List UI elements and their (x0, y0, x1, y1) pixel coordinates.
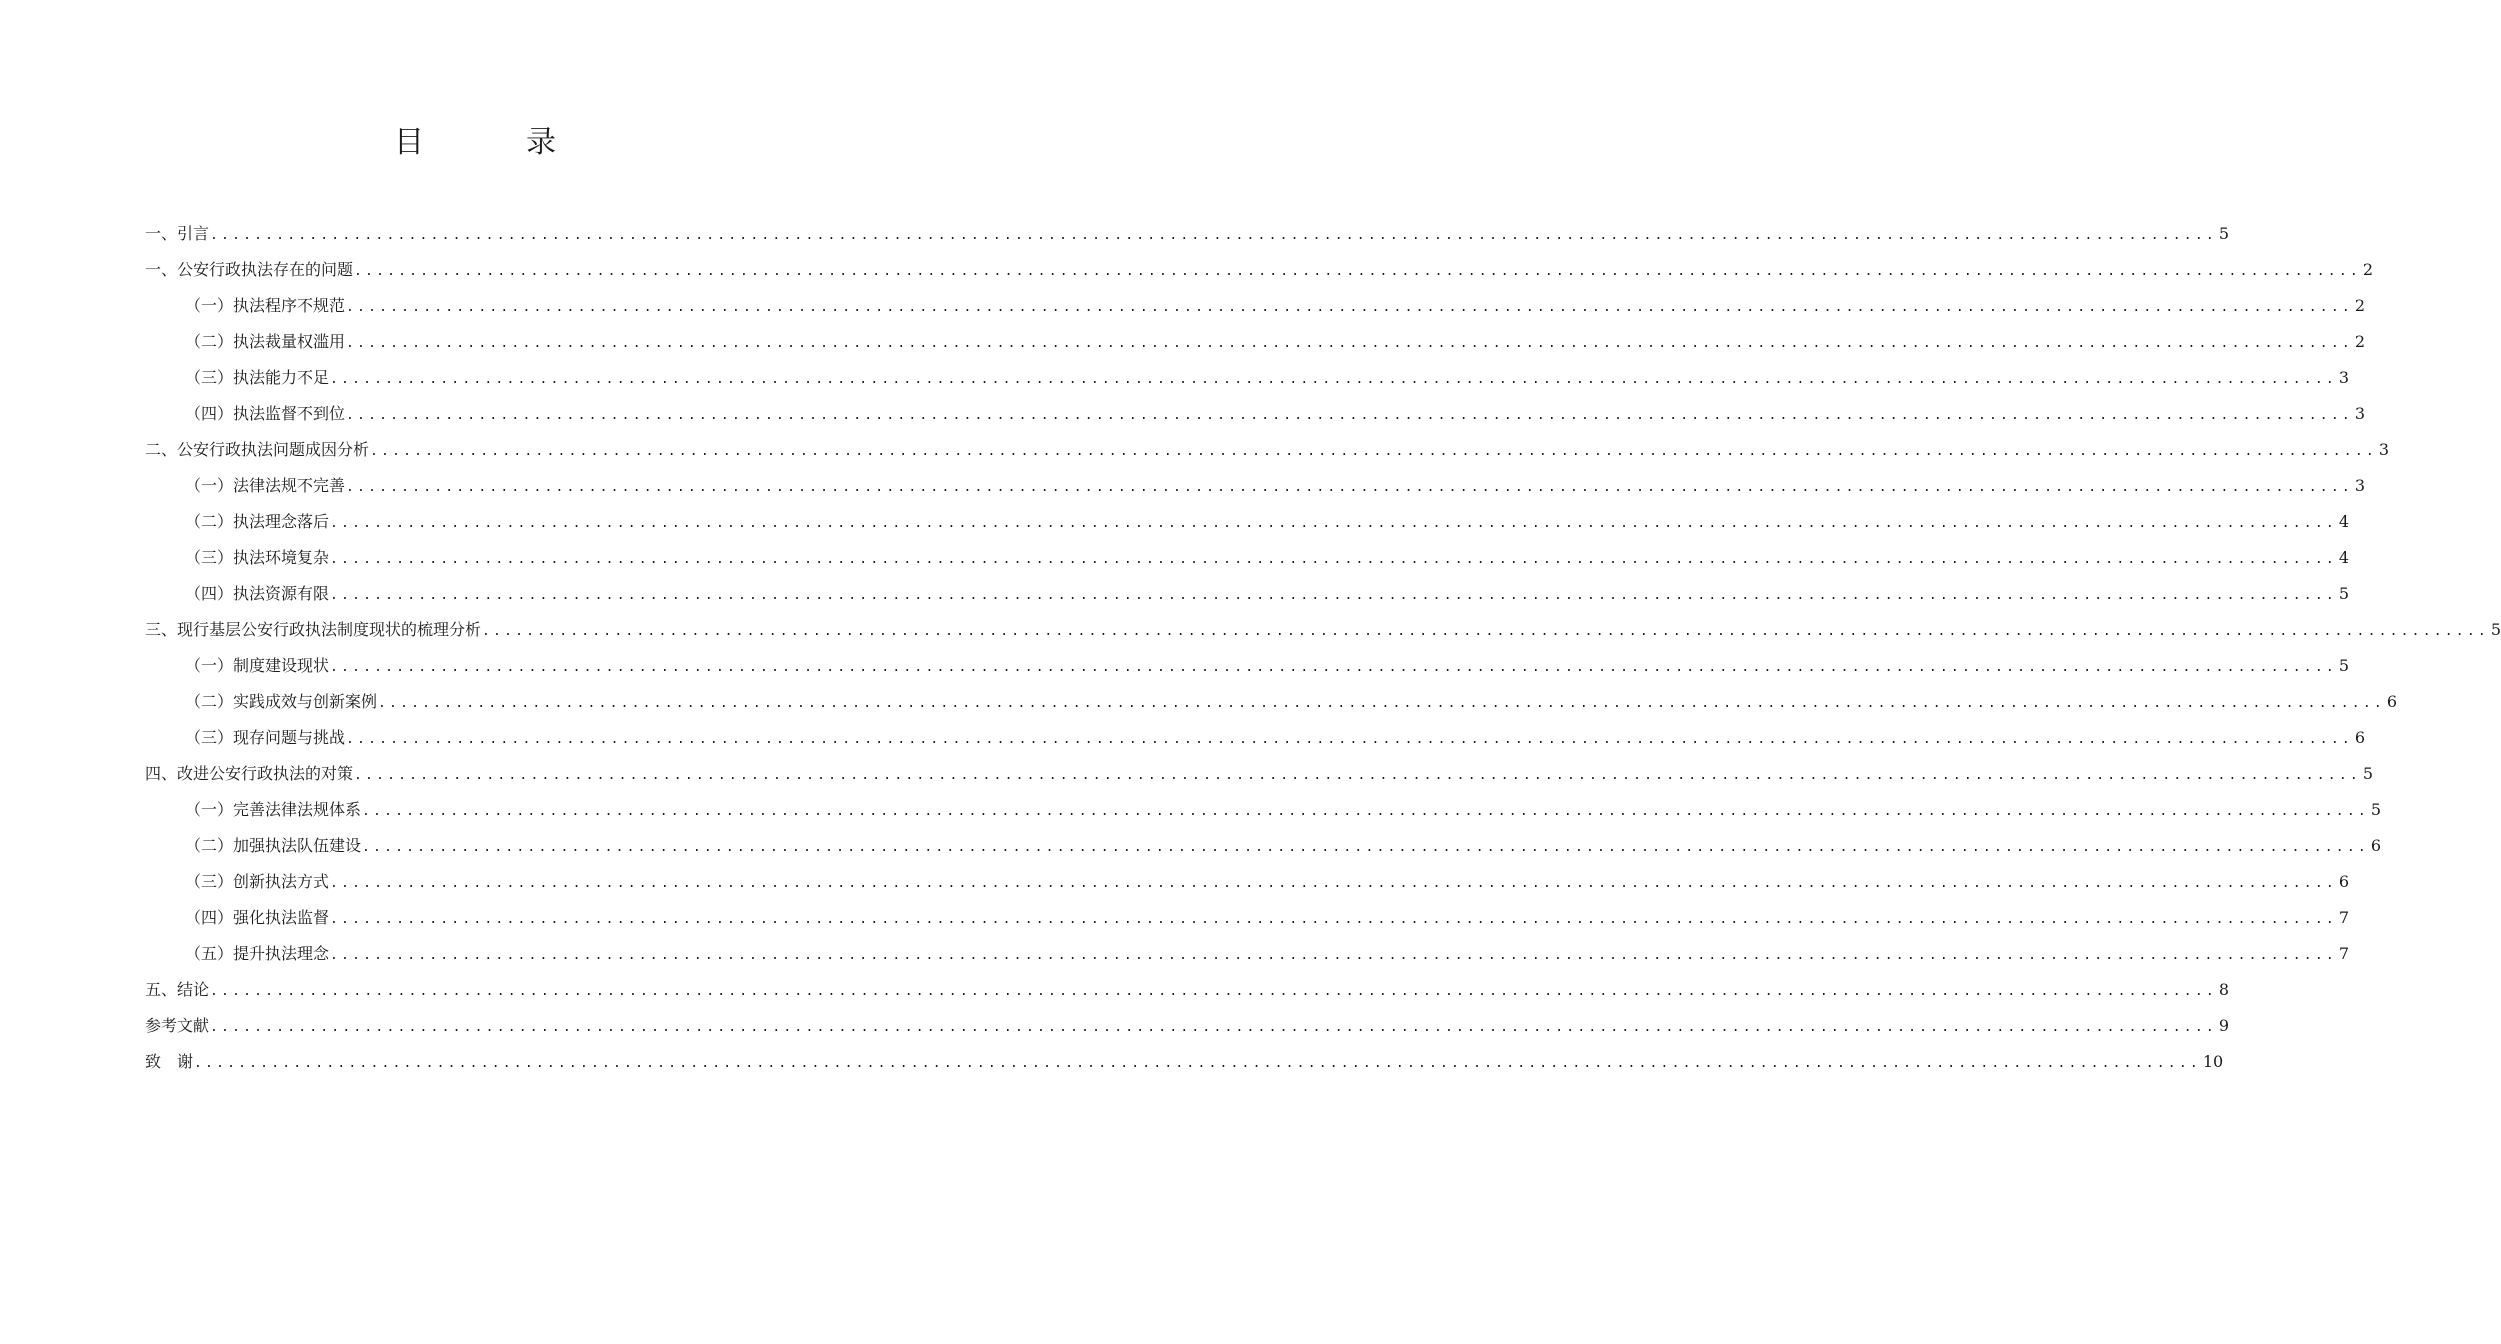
toc-page-number: 3 (2354, 404, 2366, 423)
toc-entry[interactable] (145, 972, 2230, 1008)
toc-entry[interactable] (145, 396, 2366, 432)
toc-entry[interactable] (145, 612, 2501, 648)
toc-page-number: 3 (2354, 476, 2366, 495)
toc-leader-dots: ...................................................................................................................................................................................... (330, 588, 2337, 603)
toc-entry-title: （一）制度建设现状 (185, 656, 330, 675)
toc-leader-dots: ...................................................................................................................................................................................... (330, 876, 2337, 891)
toc-leader-dots: ...................................................................................................................................................................................... (194, 1056, 2201, 1071)
toc-leader-dots: ...................................................................................................................................................................................... (370, 444, 2377, 459)
toc-leader-dots: ...................................................................................................................................................................................... (482, 624, 2489, 639)
toc-leader-dots: ...................................................................................................................................................................................... (346, 408, 2353, 423)
toc-entry-title: （一）执法程序不规范 (185, 296, 346, 315)
toc-page-number: 7 (2338, 944, 2350, 963)
toc-entry[interactable] (145, 828, 2382, 864)
toc-entry[interactable] (145, 1008, 2230, 1044)
toc-entry[interactable] (145, 324, 2366, 360)
toc-entry-title: （二）执法理念落后 (185, 512, 330, 531)
toc-leader-dots: ...................................................................................................................................................................................... (210, 228, 2217, 243)
toc-entry[interactable] (145, 432, 2390, 468)
toc-entry-title: （三）执法能力不足 (185, 368, 330, 387)
toc-leader-dots: ...................................................................................................................................................................................... (210, 984, 2217, 999)
toc-leader-dots: ...................................................................................................................................................................................... (354, 264, 2361, 279)
toc-page-number: 6 (2386, 692, 2398, 711)
toc-entry[interactable] (145, 756, 2374, 792)
toc-entry[interactable] (145, 504, 2350, 540)
toc-entry[interactable] (145, 720, 2366, 756)
toc-page-number: 2 (2354, 332, 2366, 351)
toc-page-number: 5 (2490, 620, 2501, 639)
toc-entry[interactable] (145, 900, 2350, 936)
toc-leader-dots: ...................................................................................................................................................................................... (330, 948, 2337, 963)
toc-page-number: 8 (2218, 980, 2230, 999)
toc-page-number: 5 (2338, 584, 2350, 603)
toc-entry[interactable] (145, 360, 2350, 396)
toc-page-number: 3 (2338, 368, 2350, 387)
toc-page-number: 6 (2370, 836, 2382, 855)
toc-page-number: 6 (2338, 872, 2350, 891)
table-of-contents (145, 216, 2501, 1080)
toc-entry-title: 四、改进公安行政执法的对策 (145, 764, 354, 783)
toc-entry-title: 致 谢 (145, 1052, 194, 1071)
toc-entry[interactable] (145, 576, 2350, 612)
toc-entry-title: 五、结论 (145, 980, 210, 999)
toc-page-number: 4 (2338, 512, 2350, 531)
toc-entry[interactable] (145, 468, 2366, 504)
toc-entry-title: （四）强化执法监督 (185, 908, 330, 927)
toc-entry-title: （五）提升执法理念 (185, 944, 330, 963)
toc-entry-title: （四）执法资源有限 (185, 584, 330, 603)
toc-page-number: 5 (2362, 764, 2374, 783)
toc-entry-title: 一、公安行政执法存在的问题 (145, 260, 354, 279)
toc-leader-dots: ...................................................................................................................................................................................... (362, 840, 2369, 855)
toc-page-number: 7 (2338, 908, 2350, 927)
toc-page-number: 9 (2218, 1016, 2230, 1035)
toc-page-number: 5 (2338, 656, 2350, 675)
toc-entry-title: （三）创新执法方式 (185, 872, 330, 891)
toc-page-number: 3 (2378, 440, 2390, 459)
toc-entry-title: （四）执法监督不到位 (185, 404, 346, 423)
toc-page-number: 4 (2338, 548, 2350, 567)
toc-leader-dots: ...................................................................................................................................................................................... (330, 912, 2337, 927)
toc-entry[interactable] (145, 684, 2398, 720)
toc-leader-dots: ...................................................................................................................................................................................... (346, 732, 2353, 747)
page-title: 目 录 (394, 125, 592, 160)
toc-leader-dots: ...................................................................................................................................................................................... (346, 336, 2353, 351)
toc-entry[interactable] (145, 648, 2350, 684)
toc-entry-title: 二、公安行政执法问题成因分析 (145, 440, 370, 459)
toc-page-number: 2 (2354, 296, 2366, 315)
toc-entry[interactable] (145, 540, 2350, 576)
toc-entry-title: （一）法律法规不完善 (185, 476, 346, 495)
toc-entry-title: （三）现存问题与挑战 (185, 728, 346, 747)
toc-entry[interactable] (145, 936, 2350, 972)
toc-entry-title: 一、引言 (145, 224, 210, 243)
toc-entry-title: （一）完善法律法规体系 (185, 800, 362, 819)
toc-entry[interactable] (145, 216, 2230, 252)
toc-entry-title: （二）执法裁量权滥用 (185, 332, 346, 351)
toc-entry-title: （二）加强执法队伍建设 (185, 836, 362, 855)
toc-leader-dots: ...................................................................................................................................................................................... (346, 480, 2353, 495)
toc-page-number: 5 (2370, 800, 2382, 819)
toc-leader-dots: ...................................................................................................................................................................................... (354, 768, 2361, 783)
toc-leader-dots: ...................................................................................................................................................................................... (330, 552, 2337, 567)
toc-page-number: 6 (2354, 728, 2366, 747)
toc-leader-dots: ...................................................................................................................................................................................... (378, 696, 2385, 711)
toc-entry[interactable] (145, 864, 2350, 900)
toc-leader-dots: ...................................................................................................................................................................................... (346, 300, 2353, 315)
toc-entry[interactable] (145, 288, 2366, 324)
toc-page-number: 10 (2202, 1052, 2224, 1071)
toc-leader-dots: ...................................................................................................................................................................................... (330, 516, 2337, 531)
toc-entry-title: 三、现行基层公安行政执法制度现状的梳理分析 (145, 620, 482, 639)
toc-leader-dots: ...................................................................................................................................................................................... (210, 1020, 2217, 1035)
toc-page-number: 2 (2362, 260, 2374, 279)
toc-leader-dots: ...................................................................................................................................................................................... (362, 804, 2369, 819)
toc-entry-title: （二）实践成效与创新案例 (185, 692, 378, 711)
toc-leader-dots: ...................................................................................................................................................................................... (330, 372, 2337, 387)
toc-entry[interactable] (145, 1044, 2224, 1080)
toc-entry-title: （三）执法环境复杂 (185, 548, 330, 567)
toc-entry[interactable] (145, 792, 2382, 828)
toc-page-number: 5 (2218, 224, 2230, 243)
toc-entry[interactable] (145, 252, 2374, 288)
toc-entry-title: 参考文献 (145, 1016, 210, 1035)
toc-leader-dots: ...................................................................................................................................................................................... (330, 660, 2337, 675)
